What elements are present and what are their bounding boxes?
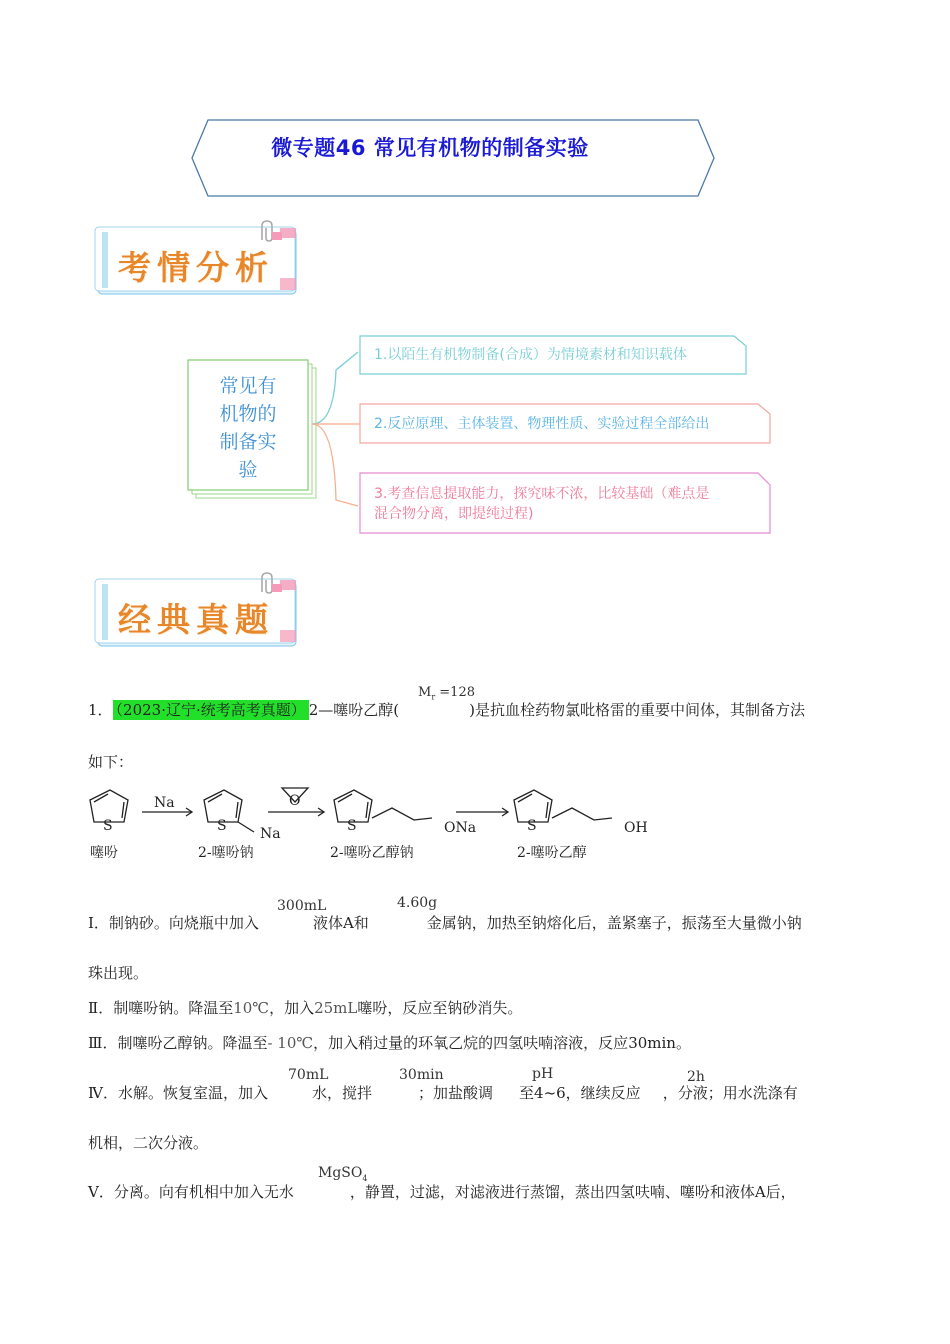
step-4-a: 水，搅拌 bbox=[312, 1084, 373, 1102]
step-4-volume: 70mL bbox=[288, 1067, 329, 1083]
mindmap-branch-3 bbox=[374, 484, 709, 524]
step-4-label: Ⅳ．水解。恢复室温，加入 bbox=[88, 1084, 268, 1102]
step-1 bbox=[88, 912, 802, 933]
step-4-c: 至4~6，继续反应 bbox=[519, 1084, 641, 1102]
epoxide-o: O bbox=[289, 793, 301, 809]
step-3-mid: ，加入稍过量的环氧乙烷的四氢呋喃溶液，反应 bbox=[313, 1034, 629, 1052]
question-source-tag: （2023·辽宁·统考高考真题） bbox=[113, 700, 309, 720]
compound-name-3: 2-噻吩乙醇钠 bbox=[330, 845, 414, 861]
mgso4-subscript: 4 bbox=[362, 1173, 368, 1183]
step-4-cont: 机相，二次分液。 bbox=[88, 1134, 209, 1152]
question-intro-a: 2—噻吩乙醇( bbox=[308, 701, 400, 719]
step-4 bbox=[88, 1082, 798, 1103]
step-1-label: Ⅰ．制钠砂。向烧瓶中加入 bbox=[88, 914, 259, 932]
mindmap-branch-3-line: 混合物分离，即提纯过程) bbox=[374, 506, 534, 522]
mgso4-formula: MgSO bbox=[318, 1165, 363, 1181]
step-5-reagent bbox=[318, 1165, 367, 1183]
mindmap-center-line: 机物的 bbox=[219, 403, 277, 425]
mindmap-center bbox=[188, 372, 308, 484]
mindmap-center-line: 常见有 bbox=[219, 375, 277, 397]
step-3-temp: - 10℃ bbox=[267, 1034, 314, 1052]
chem-s-3: S bbox=[347, 818, 357, 834]
question-intro-b: )是抗血栓药物氯吡格雷的重要中间体，其制备方法 bbox=[469, 701, 806, 719]
mindmap-center-line: 验 bbox=[238, 459, 258, 481]
step-1-mid: 液体A和 bbox=[312, 914, 369, 932]
mr-value: =128 bbox=[439, 685, 475, 700]
chem-na-sub: Na bbox=[260, 826, 281, 842]
step-2-temp: 10℃ bbox=[233, 999, 270, 1017]
step-1-end: 金属钠，加热至钠熔化后，盖紧塞子，振荡至大量微小钠 bbox=[426, 914, 802, 932]
step-5-label: Ⅴ．分离。向有机相中加入无水 bbox=[88, 1183, 294, 1201]
chem-s-2: S bbox=[217, 818, 227, 834]
chem-ona: ONa bbox=[444, 820, 477, 836]
page-title: 微专题46 常见有机物的制备实验 bbox=[271, 136, 589, 160]
step-5 bbox=[88, 1181, 796, 1202]
step-3-label: Ⅲ．制噻吩乙醇钠。降温至 bbox=[88, 1034, 268, 1052]
step-4-duration: 2h bbox=[687, 1069, 705, 1085]
step-2-label: Ⅱ．制噻吩钠。降温至 bbox=[88, 999, 234, 1017]
mindmap-center-line: 制备实 bbox=[219, 431, 277, 453]
step-4-time: 30min bbox=[399, 1067, 444, 1083]
question-intro-c: 如下： bbox=[88, 753, 134, 771]
molar-mass bbox=[418, 685, 475, 702]
step-2-volume: 25mL bbox=[314, 999, 358, 1017]
compound-name-4: 2-噻吩乙醇 bbox=[517, 845, 587, 861]
reagent-na: Na bbox=[154, 795, 175, 811]
step-1-volume: 300mL bbox=[277, 898, 327, 914]
compound-name-2: 2-噻吩钠 bbox=[198, 845, 254, 861]
mr-symbol: M bbox=[418, 685, 432, 700]
chem-s-4: S bbox=[527, 818, 537, 834]
mr-subscript: r bbox=[431, 692, 436, 702]
compound-name-1: 噻吩 bbox=[90, 845, 118, 861]
mindmap-branch-2: 2.反应原理、主体装置、物理性质、实验过程全部给出 bbox=[374, 416, 710, 432]
section-heading-exam: 经典真题 bbox=[118, 600, 274, 639]
step-4-d: ，分液；用水洗涤有 bbox=[662, 1084, 798, 1102]
step-3 bbox=[88, 1032, 691, 1053]
paperclip-icon bbox=[258, 218, 284, 244]
question-intro bbox=[88, 699, 805, 720]
paperclip-icon bbox=[258, 570, 284, 596]
section-heading-analysis: 考情分析 bbox=[118, 248, 274, 287]
question-number: 1． bbox=[88, 701, 113, 719]
step-4-b: ；加盐酸调 bbox=[418, 1084, 494, 1102]
step-3-end: 。 bbox=[675, 1034, 691, 1052]
step-5-end: ，静置，过滤，对滤液进行蒸馏，蒸出四氢呋喃、噻吩和液体A后， bbox=[349, 1183, 796, 1201]
chem-oh: OH bbox=[624, 820, 648, 836]
step-2-mid: ，加入 bbox=[269, 999, 315, 1017]
step-2-end: 噻吩，反应至钠砂消失。 bbox=[357, 999, 523, 1017]
step-3-time: 30min bbox=[628, 1034, 676, 1052]
step-1-mass: 4.60g bbox=[397, 895, 438, 911]
chem-s-1: S bbox=[103, 818, 113, 834]
mindmap-branch-3-line: 3.考查信息提取能力，探究味不浓，比较基础（难点是 bbox=[374, 486, 710, 502]
step-1-cont: 珠出现。 bbox=[88, 964, 149, 982]
step-4-ph: pH bbox=[532, 1066, 554, 1082]
step-2 bbox=[88, 997, 522, 1018]
mindmap-branch-1: 1.以陌生有机物制备(合成）为情境素材和知识载体 bbox=[374, 347, 687, 363]
